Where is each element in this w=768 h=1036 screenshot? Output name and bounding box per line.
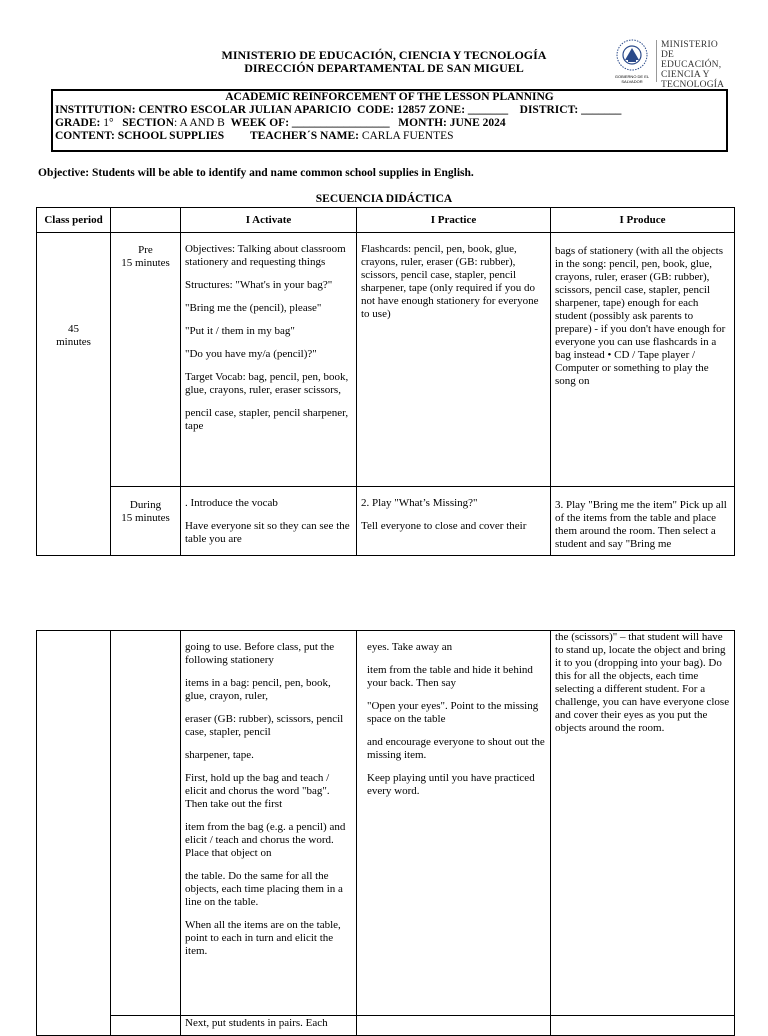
activate-cell-next: Next, put students in pairs. Each bbox=[181, 1016, 357, 1036]
class-period-cell-continued bbox=[37, 631, 111, 1036]
sequence-title: SECUENCIA DIDÁCTICA bbox=[315, 193, 453, 205]
logo-divider bbox=[656, 40, 657, 82]
col-header-practice: I Practice bbox=[357, 208, 551, 233]
table-row bbox=[37, 233, 735, 487]
produce-cell-continued: the (scissors)" – that student will have to stand up, locate the object and bring it to you (dropping into your bag). Do this for all the objects, each time selecting a different student. For a challenge, you can have everyone close and cover their eyes as you put the objects around the room. bbox=[551, 631, 735, 1016]
content-line: CONTENT: SCHOOL SUPPLIES TEACHER´S NAME: CARLA FUENTES bbox=[55, 130, 454, 142]
produce-pre-cell: bags of stationery (with all the objects in the song: pencil, pen, book, glue, crayons, ruler, eraser (GB: rubber), scissors, pencil case, stapler, pencil sharpener, tape) enough for each student (possibly ask parents to prepare) - if you don't have enough for everyone you can use flashcards in a bag instead • CD / Tape player / Computer or something to play the song on bbox=[551, 233, 735, 487]
stage-cell-continued bbox=[111, 631, 181, 1016]
table-row bbox=[37, 487, 735, 556]
table-header-row bbox=[37, 208, 735, 233]
stage-pre-cell: Pre 15 minutes bbox=[111, 233, 181, 487]
practice-cell-continued: eyes. Take away an item from the table and hide it behind your back. Then say "Open your eyes". Point to the missing space on the table and encourage everyone to shout out the missing item. Keep playing until you have practiced every word. bbox=[357, 631, 551, 1016]
table-row bbox=[37, 1016, 735, 1036]
produce-cell-next bbox=[551, 1016, 735, 1036]
produce-during-cell: 3. Play "Bring me the item" Pick up all of the items from the table and place them around the room. Then select a student and say "Bring me bbox=[551, 487, 735, 556]
stage-during-cell: During 15 minutes bbox=[111, 487, 181, 556]
col-header-stage bbox=[111, 208, 181, 233]
objective-text: Objective: Students will be able to identify and name common school supplies in English. bbox=[38, 167, 474, 179]
seal-caption: GOBIERNO DE EL SALVADOR bbox=[614, 74, 650, 84]
table-row bbox=[37, 631, 735, 1016]
grade-line: GRADE: 1° SECTION: A AND B WEEK OF: _________________ MONTH: JUNE 2024 bbox=[55, 117, 506, 129]
logo-text: MINISTERIO DE EDUCACIÓN, CIENCIA Y TECNOLOGÍA bbox=[661, 40, 725, 90]
institution-line: INSTITUTION: CENTRO ESCOLAR JULIAN APARICIO CODE: 12857 ZONE: _______ DISTRICT: _______ bbox=[55, 104, 622, 116]
activate-cell-continued: going to use. Before class, put the following stationery items in a bag: pencil, pen, book, glue, crayon, ruler, eraser (GB: rubber), scissors, pencil case, stapler, pencil sharpener, tape. First, hold up the bag and teach / elicit and chorus the word "bag". Then take out the first item from the bag (e.g. a pencil) and elicit / teach and chorus the word. Place that object on the table. Do the same for all the objects, each time placing them in a line on the table. When all the items are on the table, point to each in turn and elicit the item. bbox=[181, 631, 357, 1016]
activate-pre-cell: Objectives: Talking about classroom stationery and requesting things Structures: "What's in your bag?" "Bring me the (pencil), please" "Put it / them in my bag" "Do you have my/a (pencil)?" Target Vocab: bag, pencil, pen, book, glue, crayons, ruler, eraser scissors, pencil case, stapler, pencil sharpener, tape bbox=[181, 233, 357, 487]
col-header-activate: I Activate bbox=[181, 208, 357, 233]
class-period-cell: 45 minutes bbox=[37, 233, 111, 556]
lesson-sequence-table bbox=[36, 207, 735, 556]
lesson-info-box bbox=[51, 89, 728, 152]
activate-during-cell: . Introduce the vocab Have everyone sit so they can see the table you are bbox=[181, 487, 357, 556]
lesson-sequence-table-continued bbox=[36, 630, 735, 1036]
col-header-produce: I Produce bbox=[551, 208, 735, 233]
ministry-logo bbox=[611, 38, 736, 90]
practice-pre-cell: Flashcards: pencil, pen, book, glue, crayons, ruler, eraser (GB: rubber), scissors, pencil case, stapler, pencil sharpener, tape (only required if you do not have enough stationery for everyone to use) bbox=[357, 233, 551, 487]
practice-cell-next bbox=[357, 1016, 551, 1036]
practice-during-cell: 2. Play "What’s Missing?" Tell everyone to close and cover their bbox=[357, 487, 551, 556]
department-title: DIRECCIÓN DEPARTAMENTAL DE SAN MIGUEL bbox=[244, 61, 524, 75]
lesson-plan-title: ACADEMIC REINFORCEMENT OF THE LESSON PLANNING bbox=[225, 91, 554, 103]
col-header-class-period: Class period bbox=[37, 208, 111, 233]
ministry-title: MINISTERIO DE EDUCACIÓN, CIENCIA Y TECNOLOGÍA bbox=[221, 48, 547, 62]
stage-cell-next bbox=[111, 1016, 181, 1036]
